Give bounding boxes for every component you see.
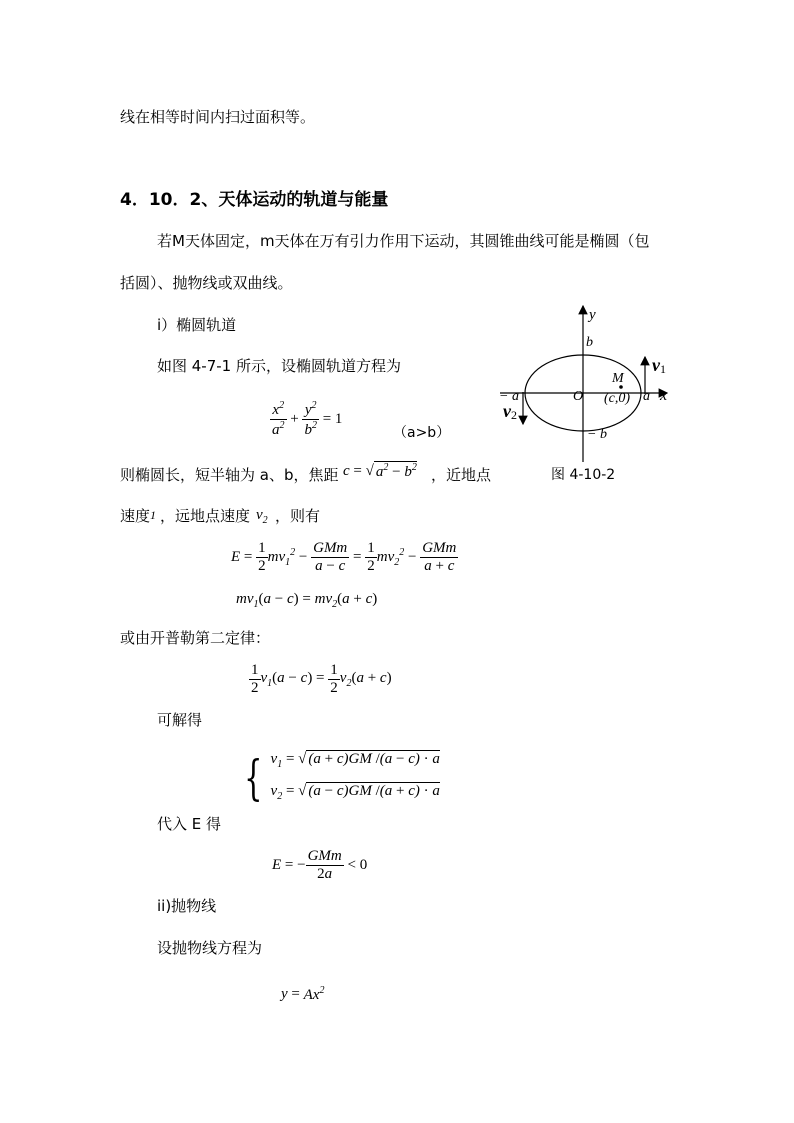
a-label: a [643,389,650,404]
y-axis-label: y [589,307,596,323]
solve-text: 可解得 [157,711,203,729]
ellipse-equation: $\frac{x^2}{a^2}$ + $\frac{y^2}{b^2}$ = 1 [272,400,343,439]
focal-equation: c = √ $a^2 - b^2$ [343,462,417,480]
subsection-parabola: ii)抛物线 [157,897,217,915]
momentum-equation: $mv_1(a - c) = mv_2(a + c)$ [236,591,378,610]
subsection-ellipse: i）椭圆轨道 [157,316,237,334]
neg-b-label: − b [587,427,607,442]
v1-inline: 1 [150,508,156,522]
figure-caption: 图 4-10-2 [551,467,616,483]
focus-label: (c,0) [604,391,631,406]
m-label: M [612,371,624,386]
v2-inline: $v_2$ [256,507,268,526]
kepler-text: 或由开普勒第二定律： [120,629,271,647]
ellipse-condition: （a>b） [393,425,451,441]
energy-result: E = − $\frac{\text{GMm}}{2a}$ < 0 [272,848,368,883]
origin-label: O [573,389,584,404]
text-line-top: 线在相等时间内扫过面积等。 [120,108,316,126]
ellipse-intro: 如图 4-7-1 所示，设椭圆轨道方程为 [157,357,401,375]
x-axis-label: x [660,387,668,404]
v1-label: v1 [652,355,666,376]
semi-axis-text: 则椭圆长，短半轴为 a、b，焦距 [120,466,339,484]
solution-system [238,746,440,810]
kepler-equation: $\frac{1}{2}$ $v_1(a - c)$ = $\frac{1}{2}$ $v_2(a + c)$ [251,662,392,697]
v1-solution: $v_1$ = √ (a + c)GM /(a − c) · a [270,751,440,770]
energy-equation: E = $\frac{1}{2}$ $mv_1^2$ − $\frac{\text{GMm}}{a - c}$ = $\frac{1}{2}$ $mv_2^2$ − $\frac{\text{GMm}}{a + c}$ [231,540,457,575]
ellipse-orbit-figure [495,302,695,462]
b-label: b [586,335,593,350]
paragraph-line-1: 若M天体固定，m天体在万有引力作用下运动，其圆锥曲线可能是椭圆（包 [157,232,650,250]
v2-solution: $v_2$ = √ (a − c)GM /(a + c) · a [270,783,440,802]
speed-text-2: ，远地点速度 [160,507,251,525]
speed-text-1: 速度 [120,507,151,525]
perigee-text: ，近地点 [431,466,492,484]
paragraph-line-2: 括圆）、抛物线或双曲线。 [120,274,293,292]
speed-text-3: ，则有 [275,507,321,525]
substitute-text: 代入 E 得 [157,815,222,833]
section-heading: 4．10．2、天体运动的轨道与能量 [120,190,389,210]
neg-a-label: − a [499,389,519,404]
v2-label: v2 [503,401,517,422]
parabola-equation: y = Ax$^2$ [281,985,325,1003]
parabola-intro: 设抛物线方程为 [157,939,263,957]
left-brace: { [244,750,263,806]
